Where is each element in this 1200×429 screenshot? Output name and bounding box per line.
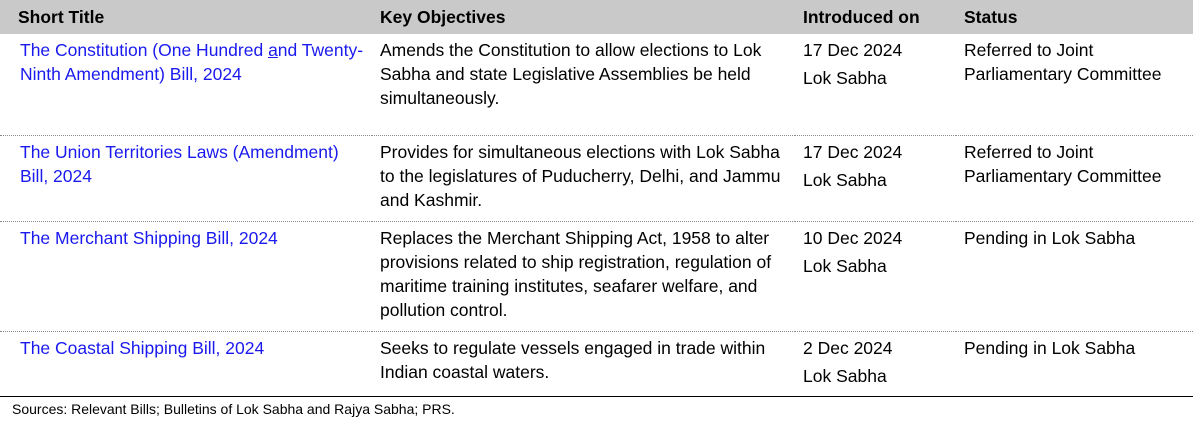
bill-title-link[interactable]: The Coastal Shipping Bill, 2024 xyxy=(0,331,372,396)
header-introduced-on: Introduced on xyxy=(803,7,920,27)
bill-objectives: Seeks to regulate vessels engaged in trade within Indian coastal waters. xyxy=(372,331,795,396)
bill-introduced-date: 17 Dec 2024 xyxy=(803,40,903,60)
header-key-objectives: Key Objectives xyxy=(380,7,506,27)
bill-introduced-house: Lok Sabha xyxy=(803,365,887,386)
bill-objectives: Amends the Constitution to allow elections to Lok Sabha and state Legislative Assemblies be held simultaneously. xyxy=(372,34,795,135)
bill-status: Pending in Lok Sabha xyxy=(956,331,1193,396)
table-row xyxy=(0,34,1193,135)
bill-objectives: Replaces the Merchant Shipping Act, 1958 to alter provisions related to ship registration, regulation of maritime training institutes, seafarer welfare, and pollution control. xyxy=(372,221,795,331)
bill-title-link[interactable] xyxy=(0,34,372,135)
bill-introduced-house: Lok Sabha xyxy=(803,255,887,276)
bill-introduced-house: Lok Sabha xyxy=(803,68,887,88)
table-row xyxy=(0,135,1193,221)
bill-introduced xyxy=(795,135,956,221)
bill-introduced-house: Lok Sabha xyxy=(803,169,887,190)
bill-status: Referred to Joint Parliamentary Committee xyxy=(956,34,1193,135)
table-row xyxy=(0,331,1193,396)
bill-objectives: Provides for simultaneous elections with Lok Sabha to the legislatures of Puducherry, Delhi, and Jammu and Kashmir. xyxy=(372,135,795,221)
header-short-title: Short Title xyxy=(18,7,105,27)
bill-introduced xyxy=(795,331,956,396)
bill-title-part: The Constitution (One Hundred xyxy=(20,40,269,60)
bill-introduced xyxy=(795,221,956,331)
bill-title-part: nd Twenty-Ninth Amendment) Bill, 2024 xyxy=(20,40,364,84)
bill-introduced-date: 10 Dec 2024 xyxy=(803,227,903,248)
bill-status: Pending in Lok Sabha xyxy=(956,221,1193,331)
table-row xyxy=(0,221,1193,331)
bill-status: Referred to Joint Parliamentary Committee xyxy=(956,135,1193,221)
sources-note: Sources: Relevant Bills; Bulletins of Lok Sabha and Rajya Sabha; PRS. xyxy=(12,401,455,417)
table-header-row xyxy=(0,0,1193,34)
bill-introduced-date: 2 Dec 2024 xyxy=(803,337,893,358)
bill-title-highlight: a xyxy=(268,40,278,60)
bill-introduced xyxy=(795,34,956,135)
bill-title-link[interactable]: The Merchant Shipping Bill, 2024 xyxy=(0,221,372,331)
header-status: Status xyxy=(964,7,1018,27)
bill-introduced-date: 17 Dec 2024 xyxy=(803,141,903,162)
bill-title-link[interactable]: The Union Territories Laws (Amendment) Bill, 2024 xyxy=(0,135,372,221)
